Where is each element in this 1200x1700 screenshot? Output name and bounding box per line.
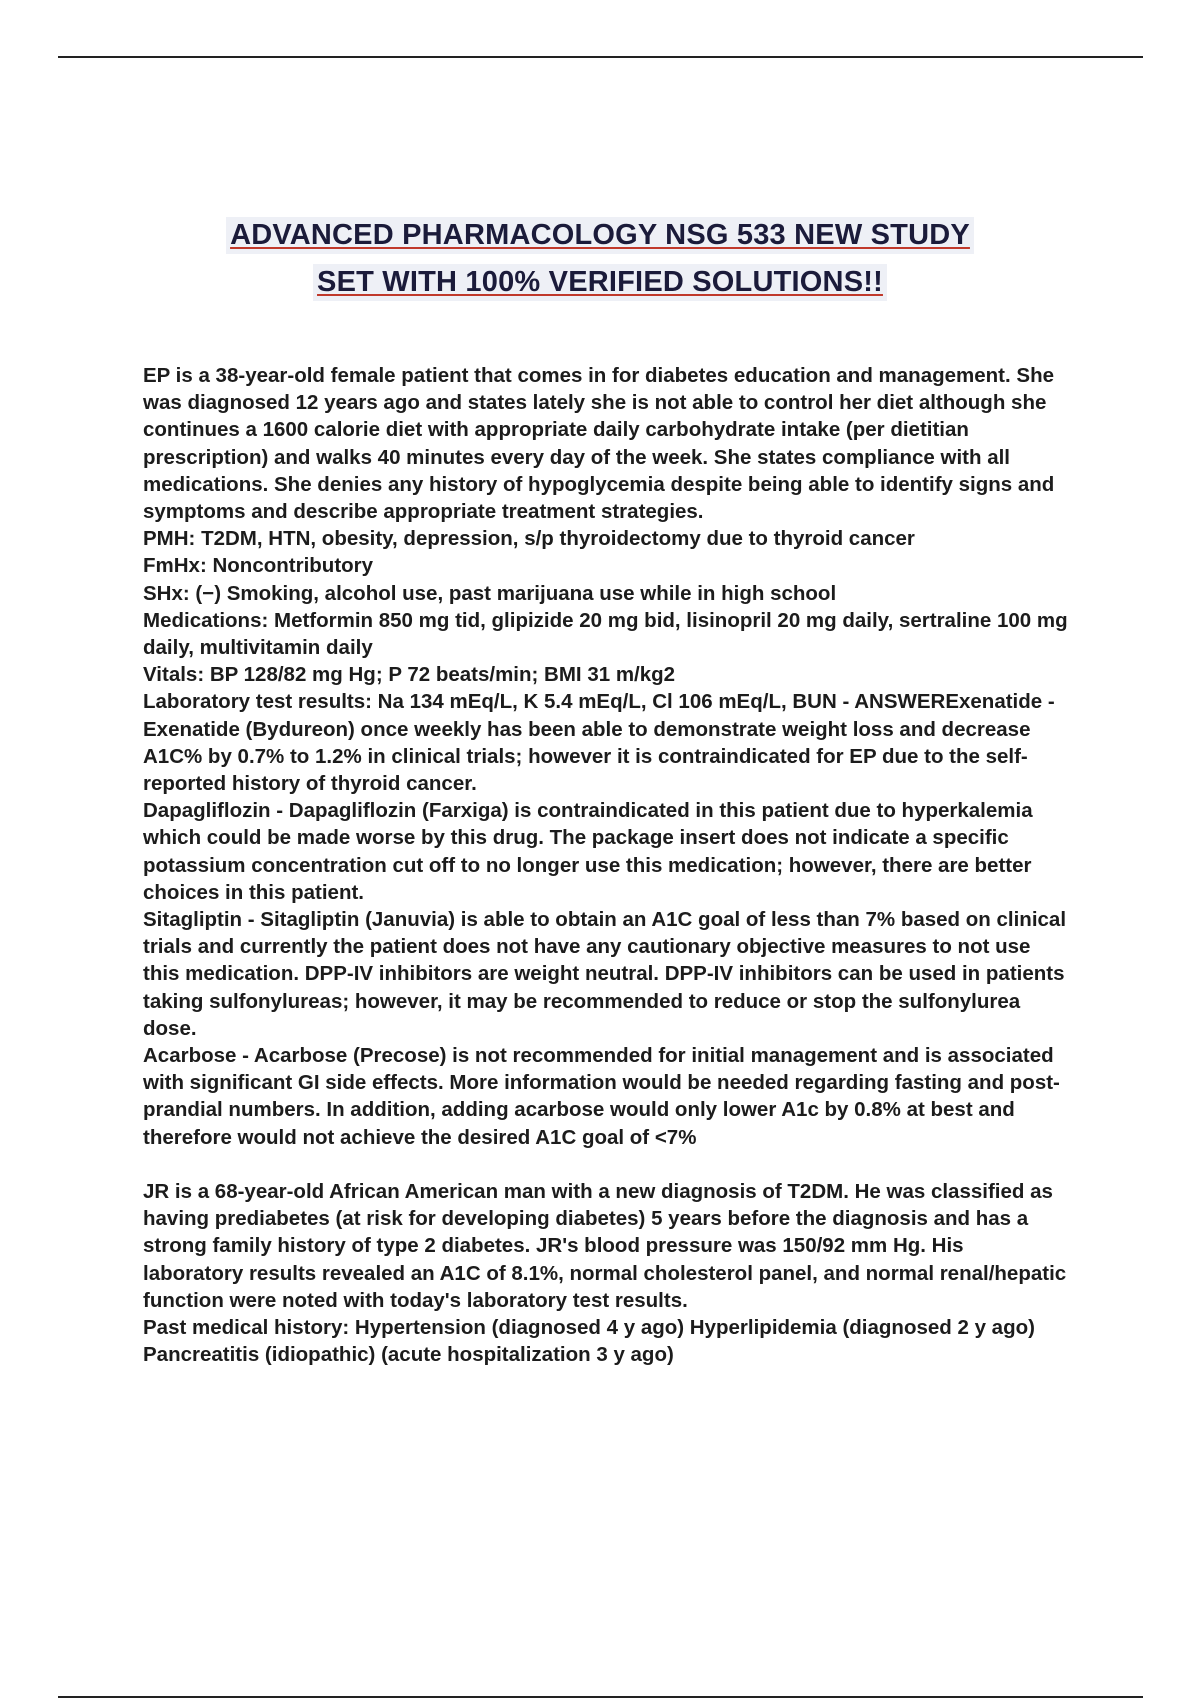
case1-medications: Medications: Metformin 850 mg tid, glipizide 20 mg bid, lisinopril 20 mg daily, sertraline 100 mg daily, multivitamin daily [143, 608, 1068, 660]
header-rule [58, 56, 1143, 58]
document-title [0, 212, 1200, 306]
case1-labs-answer: Laboratory test results: Na 134 mEq/L, K 5.4 mEq/L, Cl 106 mEq/L, BUN - ANSWERExenatide - Exenatide (Bydureon) once weekly has been able to demonstrate weight loss and decrease A1C% by 0.7% to 1.2% in clinical trials; however it is contraindicated for EP due to the self-reported history of thyroid cancer. [143, 690, 1055, 796]
case1-acarbose: Acarbose - Acarbose (Precose) is not recommended for initial management and is associated with significant GI side effects. More information would be needed regarding fasting and post-prandial numbers. In addition, adding acarbose would only lower A1c by 0.8% at best and therefore would not achieve the desired A1C goal of <7% [143, 1044, 1060, 1149]
case1-dapagliflozin: Dapagliflozin - Dapagliflozin (Farxiga) is contraindicated in this patient due to hyperkalemia which could be made worse by this drug. The package insert does not indicate a specific potassium concentration cut off to no longer use this medication; however, there are better choices in this patient. [143, 799, 1033, 904]
footer-rule [58, 1696, 1143, 1698]
case1-shx: SHx: (−) Smoking, alcohol use, past marijuana use while in high school [143, 581, 837, 605]
title-line-1: ADVANCED PHARMACOLOGY NSG 533 NEW STUDY [226, 217, 974, 254]
title-line-2: SET WITH 100% VERIFIED SOLUTIONS!! [313, 264, 887, 301]
case1-intro: EP is a 38-year-old female patient that comes in for diabetes education and management. She was diagnosed 12 years ago and states lately she is not able to control her diet although she continues a 1600 calorie diet with appropriate daily carbohydrate intake (per dietitian prescription) and walks 40 minutes every day of the week. She states compliance with all medications. She denies any history of hypoglycemia despite being able to identify signs and symptoms and describe appropriate treatment strategies. [143, 364, 1055, 524]
case1-sitagliptin: Sitagliptin - Sitagliptin (Januvia) is able to obtain an A1C goal of less than 7% based on clinical trials and currently the patient does not have any cautionary objective measures to not use this medication. DPP-IV inhibitors are weight neutral. DPP-IV inhibitors can be used in patients taking sulfonylureas; however, it may be recommended to reduce or stop the sulfonylurea dose. [143, 908, 1067, 1040]
case1-vitals: Vitals: BP 128/82 mg Hg; P 72 beats/min; BMI 31 m/kg2 [143, 663, 676, 687]
paragraph-gap [143, 1151, 1068, 1178]
document-body [143, 362, 1068, 1368]
case2-pmh: Past medical history: Hypertension (diagnosed 4 y ago) Hyperlipidemia (diagnosed 2 y ago) Pancreatitis (idiopathic) (acute hospitalization 3 y ago) [143, 1315, 1035, 1367]
case1-pmh: PMH: T2DM, HTN, obesity, depression, s/p thyroidectomy due to thyroid cancer [143, 527, 915, 551]
case2-intro: JR is a 68-year-old African American man with a new diagnosis of T2DM. He was classified as having prediabetes (at risk for developing diabetes) 5 years before the diagnosis and has a strong family history of type 2 diabetes. JR's blood pressure was 150/92 mm Hg. His laboratory results revealed an A1C of 8.1%, normal cholesterol panel, and normal renal/hepatic function were noted with today's laboratory test results. [143, 1179, 1067, 1312]
case1-fmhx: FmHx: Noncontributory [143, 554, 374, 578]
